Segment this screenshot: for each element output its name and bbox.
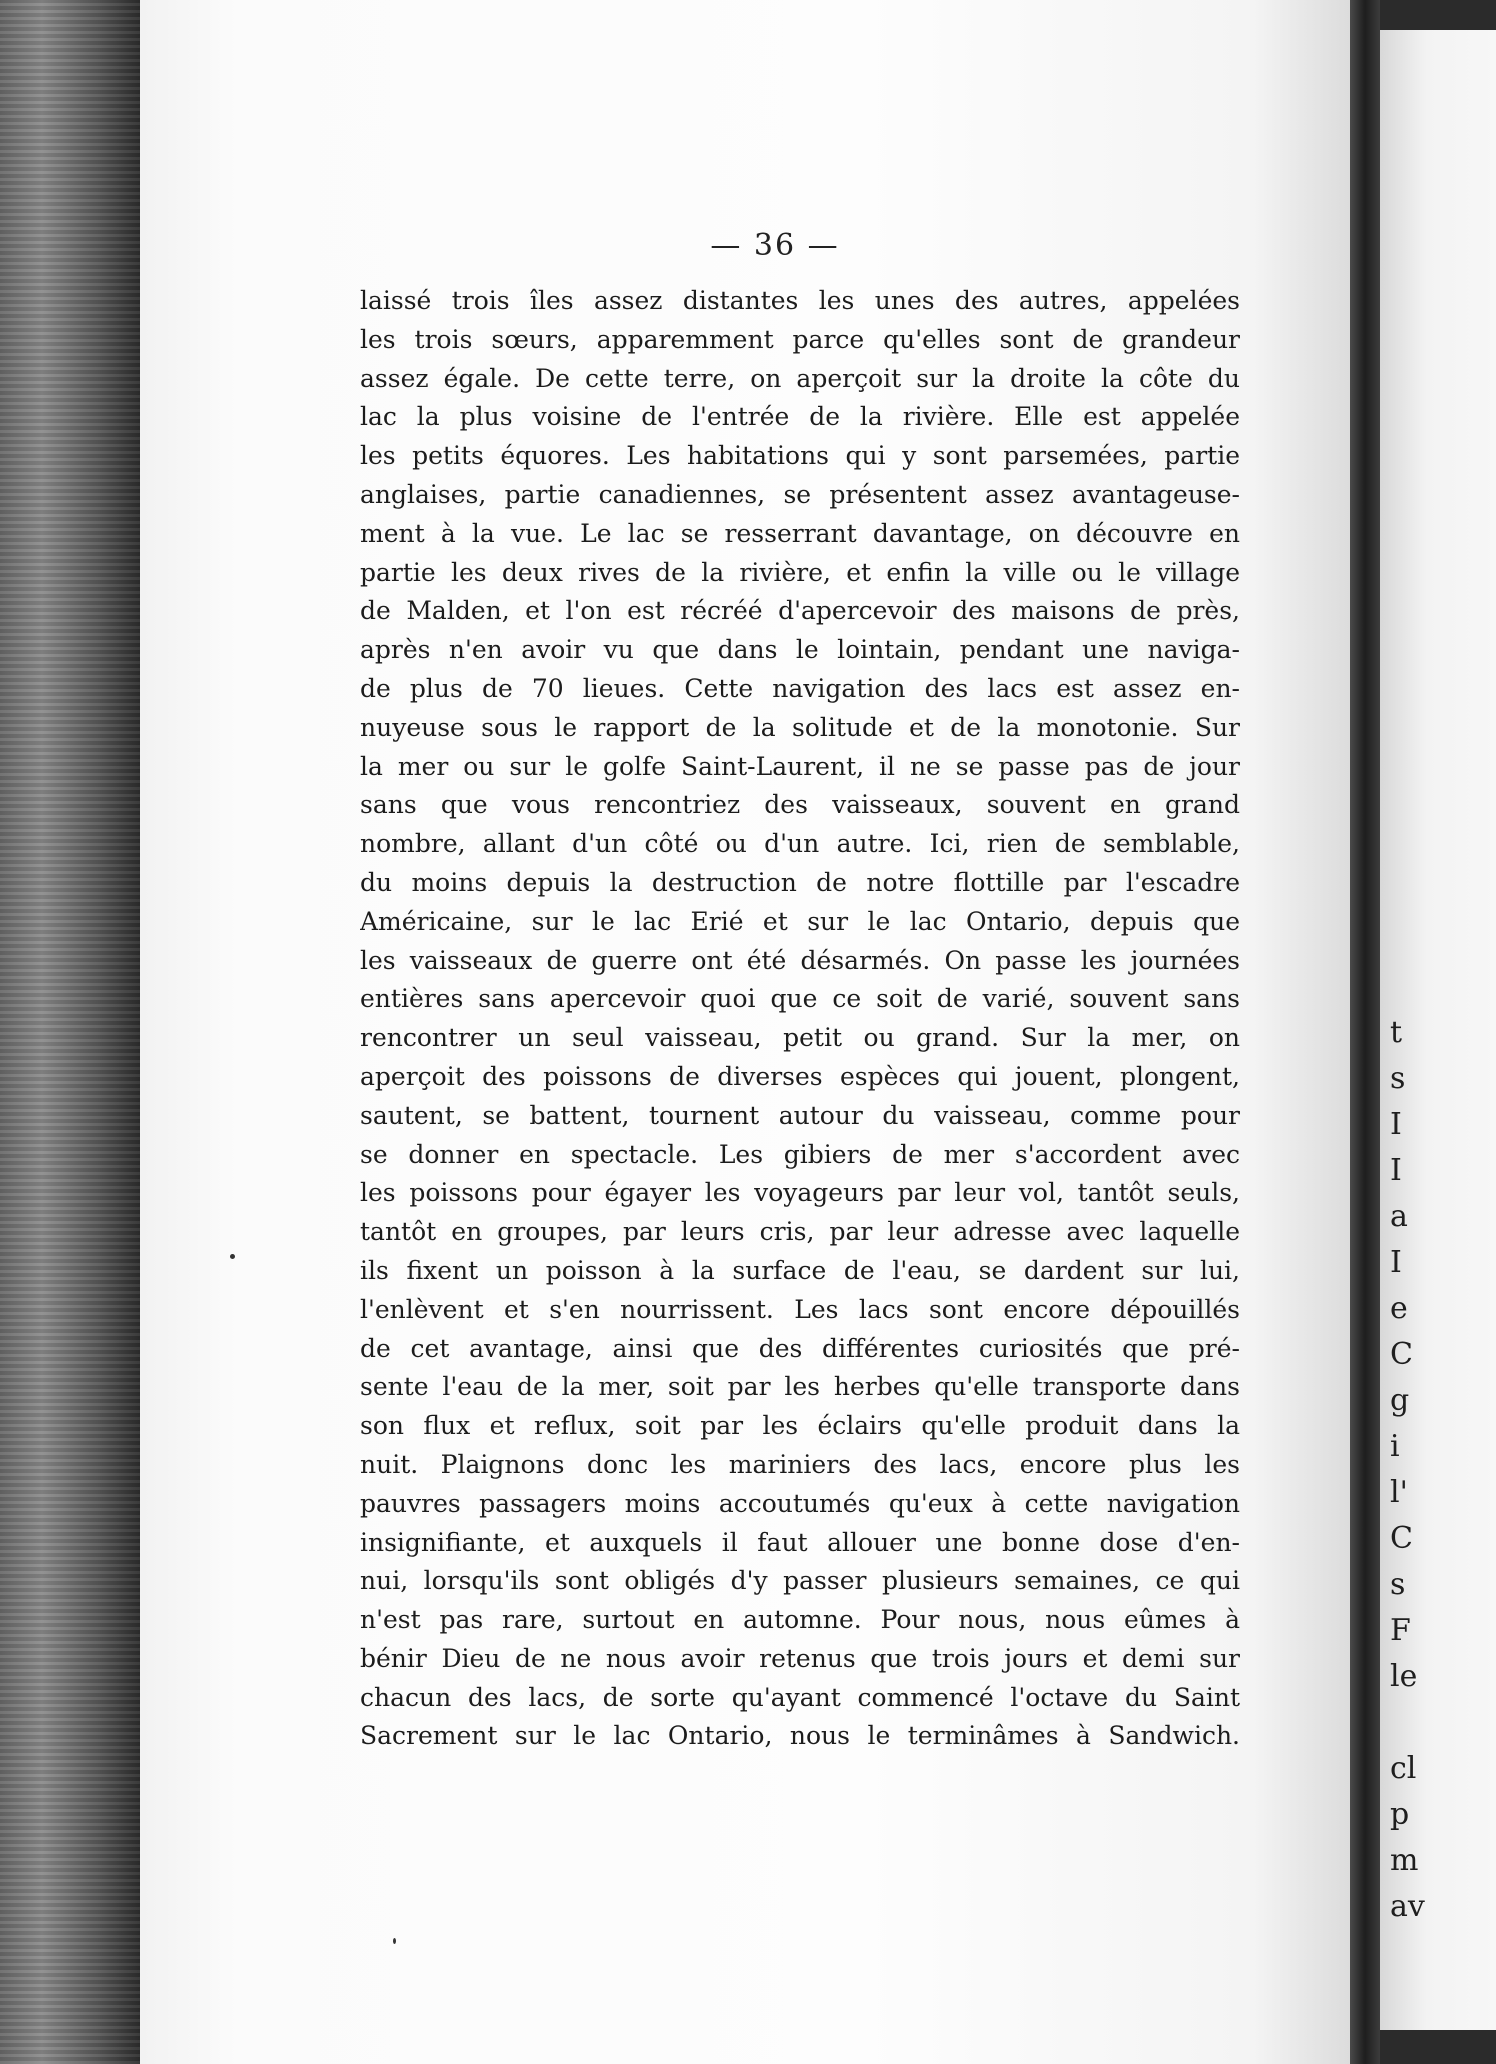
text-line: l'enlèvent et s'en nourrissent. Les lacs sont encore dépouillés — [360, 1294, 1240, 1324]
text-line: partie les deux rives de la rivière, et enfin la ville ou le village — [360, 557, 1240, 587]
text-line: entières sans apercevoir quoi que ce soit de varié, souvent sans — [360, 984, 1240, 1014]
next-page-text-fragment: C — [1390, 1521, 1413, 1556]
text-line: Américaine, sur le lac Erié et sur le lac Ontario, depuis que — [360, 906, 1240, 936]
text-line: nombre, allant d'un côté ou d'un autre. Ici, rien de semblable, — [360, 829, 1240, 859]
next-page-text-fragment: av — [1390, 1889, 1425, 1924]
book-gutter — [1350, 0, 1380, 2064]
text-line: aperçoit des poissons de diverses espèces qui jouent, plongent, — [360, 1061, 1240, 1091]
text-line: Sacrement sur le lac Ontario, nous le terminâmes à Sandwich. — [360, 1721, 1240, 1751]
next-page-text-fragment: p — [1390, 1797, 1410, 1832]
text-line: les poissons pour égayer les voyageurs par leur vol, tantôt seuls, — [360, 1178, 1240, 1208]
next-page-text-fragment: i — [1390, 1429, 1400, 1464]
text-line: nuyeuse sous le rapport de la solitude et de la monotonie. Sur — [360, 712, 1240, 742]
text-line: nuit. Plaignons donc les mariniers des lacs, encore plus les — [360, 1449, 1240, 1479]
text-line: laissé trois îles assez distantes les unes des autres, appelées — [360, 286, 1240, 315]
text-line: se donner en spectacle. Les gibiers de mer s'accordent avec — [360, 1139, 1240, 1169]
next-page-text-fragment: I — [1390, 1107, 1402, 1142]
next-page-text-fragment: le — [1390, 1659, 1418, 1694]
text-line: les petits équores. Les habitations qui y sont parsemées, partie — [360, 441, 1240, 471]
text-line: la mer ou sur le golfe Saint-Laurent, il ne se passe pas de jour — [360, 751, 1240, 781]
page-body-text — [360, 282, 1240, 1756]
text-line: de cet avantage, ainsi que des différentes curiosités que pré- — [360, 1333, 1240, 1363]
text-line: sautent, se battent, tournent autour du vaisseau, comme pour — [360, 1100, 1240, 1130]
text-line: anglaises, partie canadiennes, se présentent assez avantageuse- — [360, 479, 1240, 509]
next-page-text-fragment: F — [1390, 1613, 1411, 1648]
text-line: pauvres passagers moins accoutumés qu'eux à cette navigation — [360, 1488, 1240, 1518]
text-line: rencontrer un seul vaisseau, petit ou grand. Sur la mer, on — [360, 1023, 1240, 1053]
text-line: nui, lorsqu'ils sont obligés d'y passer plusieurs semaines, ce qui — [360, 1566, 1240, 1596]
left-binding-edge — [0, 0, 140, 2064]
next-page-text-fragment: t — [1390, 1015, 1403, 1050]
text-line: après n'en avoir vu que dans le lointain, pendant une naviga- — [360, 635, 1240, 665]
text-line: assez égale. De cette terre, on aperçoit sur la droite la côte du — [360, 363, 1240, 393]
ink-speck — [230, 1254, 235, 1259]
text-line: tantôt en groupes, par leurs cris, par leur adresse avec laquelle — [360, 1217, 1240, 1247]
next-page-text-fragment: I — [1390, 1245, 1402, 1280]
next-page-text-fragment: l' — [1390, 1475, 1408, 1510]
text-line: du moins depuis la destruction de notre flottille par l'escadre — [360, 867, 1240, 897]
next-page-text-fragment: I — [1390, 1153, 1402, 1188]
ink-speck — [393, 1938, 396, 1944]
next-page-text-fragment: m — [1390, 1843, 1419, 1878]
text-line: chacun des lacs, de sorte qu'ayant commencé l'octave du Saint — [360, 1682, 1240, 1712]
next-page-text-fragment: a — [1390, 1199, 1408, 1234]
next-page-edge — [1380, 30, 1496, 2030]
text-line: sans que vous rencontriez des vaisseaux, souvent en grand — [360, 790, 1240, 820]
next-page-text-fragment: s — [1390, 1567, 1406, 1602]
text-line: insignifiante, et auxquels il faut allouer une bonne dose d'en- — [360, 1527, 1240, 1557]
next-page-text-fragment: e — [1390, 1291, 1408, 1326]
next-page-text-fragment: s — [1390, 1061, 1406, 1096]
text-line: ment à la vue. Le lac se resserrant davantage, on découvre en — [360, 518, 1240, 548]
text-line: n'est pas rare, surtout en automne. Pour nous, nous eûmes à — [360, 1605, 1240, 1635]
text-line: ils fixent un poisson à la surface de l'eau, se dardent sur lui, — [360, 1255, 1240, 1285]
text-line: de Malden, et l'on est récréé d'apercevoir des maisons de près, — [360, 596, 1240, 626]
text-line: les trois sœurs, apparemment parce qu'elles sont de grandeur — [360, 324, 1240, 354]
text-line: bénir Dieu de ne nous avoir retenus que trois jours et demi sur — [360, 1643, 1240, 1673]
text-line: les vaisseaux de guerre ont été désarmés. On passe les journées — [360, 945, 1240, 975]
next-page-text-fragment: cl — [1390, 1751, 1417, 1786]
page-number: — 36 — — [710, 228, 840, 263]
text-line: de plus de 70 lieues. Cette navigation des lacs est assez en- — [360, 673, 1240, 703]
text-line: sente l'eau de la mer, soit par les herbes qu'elle transporte dans — [360, 1372, 1240, 1402]
text-line: son flux et reflux, soit par les éclairs qu'elle produit dans la — [360, 1411, 1240, 1441]
next-page-text-fragment: C — [1390, 1337, 1413, 1372]
text-line: lac la plus voisine de l'entrée de la rivière. Elle est appelée — [360, 402, 1240, 432]
next-page-text-fragment: g — [1390, 1383, 1410, 1418]
